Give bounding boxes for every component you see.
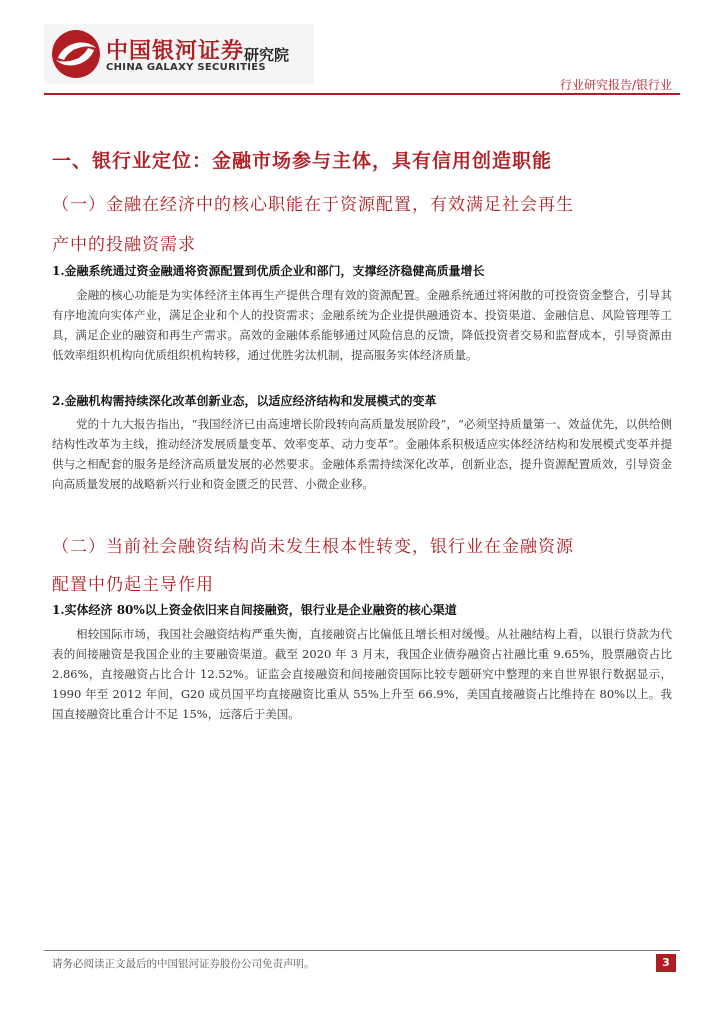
footer-divider bbox=[44, 950, 680, 951]
section-title: 一、银行业定位：金融市场参与主体，具有信用创造职能 bbox=[52, 150, 553, 172]
item-3-paragraph: 相较国际市场，我国社会融资结构严重失衡，直接融资占比偏低且增长相对缓慢。从社融结构上看，以银行贷款为代表的间接融资是我国企业的主要融资渠道。截至 2020 年 3 月末，我国企业债券融资占社融比重 9.65%，股票融资占比 2.86%，直接融资占比合计 12.52%。证监会直接融资和间接融资国际比较专题研究中整理的来自世界银行数据显示，1990 年至 2012 年间，G20 成员国平均直接融资比重从 55%上升至 66.9%，美国直接融资占比维持在 80%以上。我国直接融资比重合计不足 15%，远落后于美国。 bbox=[52, 627, 672, 721]
subsection-title-2-line-1: （二）当前社会融资结构尚未发生根本性转变，银行业在金融资源 bbox=[52, 537, 574, 557]
brand-name-en: CHINA GALAXY SECURITIES bbox=[106, 62, 266, 73]
page-header bbox=[0, 0, 724, 100]
item-2-paragraph: 党的十九大报告指出，“我国经济已由高速增长阶段转向高质量发展阶段”，“必须坚持质量第一、效益优先，以供给侧结构性改革为主线，推动经济发展质量变革、效率变革、动力变革”。金融体系积极适应实体经济结构和发展模式变革并提供与之相配套的服务是经济高质量发展的必然要求。金融体系需持续深化改革，创新业态，提升资源配置质效，引导资金向高质量发展的战略新兴行业和资金匮乏的民营、小微企业移。 bbox=[52, 417, 672, 491]
brand-name-cn: 中国银河证券 bbox=[106, 39, 245, 64]
subsection-title-1-line-1: （一）金融在经济中的核心职能在于资源配置，有效满足社会再生 bbox=[52, 195, 574, 215]
galaxy-logo-icon bbox=[50, 28, 102, 80]
item-1-paragraph: 金融的核心功能是为实体经济主体再生产提供合理有效的资源配置。金融系统通过将闲散的可投资资金整合，引导其有序地流向实体产业，满足企业和个人的投资需求；金融系统为企业提供融通资本、投资渠道、金融信息、风险管理等工具，满足企业的融资和再生产需求。高效的金融体系能够通过风险信息的反馈，降低投资者交易和监督成本，引导资源由低效率组织机构向优质组织机构转移，通过优胜劣汰机制，提高服务实体经济质量。 bbox=[52, 288, 672, 362]
institute-label: 研究院 bbox=[244, 46, 290, 64]
footer-disclaimer: 请务必阅读正文最后的中国银河证券股份公司免责声明。 bbox=[52, 958, 315, 970]
item-1-title: 1.金融系统通过资金融通将资源配置到优质企业和部门，支撑经济稳健高质量增长 bbox=[52, 264, 485, 278]
page-number: 3 bbox=[656, 954, 676, 972]
item-2-title: 2.金融机构需持续深化改革创新业态，以适应经济结构和发展模式的变革 bbox=[52, 394, 437, 408]
subsection-title-1-line-2: 产中的投融资需求 bbox=[52, 235, 196, 255]
header-divider bbox=[44, 93, 680, 95]
item-3-title: 1.实体经济 80%以上资金依旧来自间接融资，银行业是企业融资的核心渠道 bbox=[52, 603, 457, 617]
report-type: 行业研究报告/银行业 bbox=[559, 78, 672, 92]
subsection-title-2-line-2: 配置中仍起主导作用 bbox=[52, 575, 214, 595]
